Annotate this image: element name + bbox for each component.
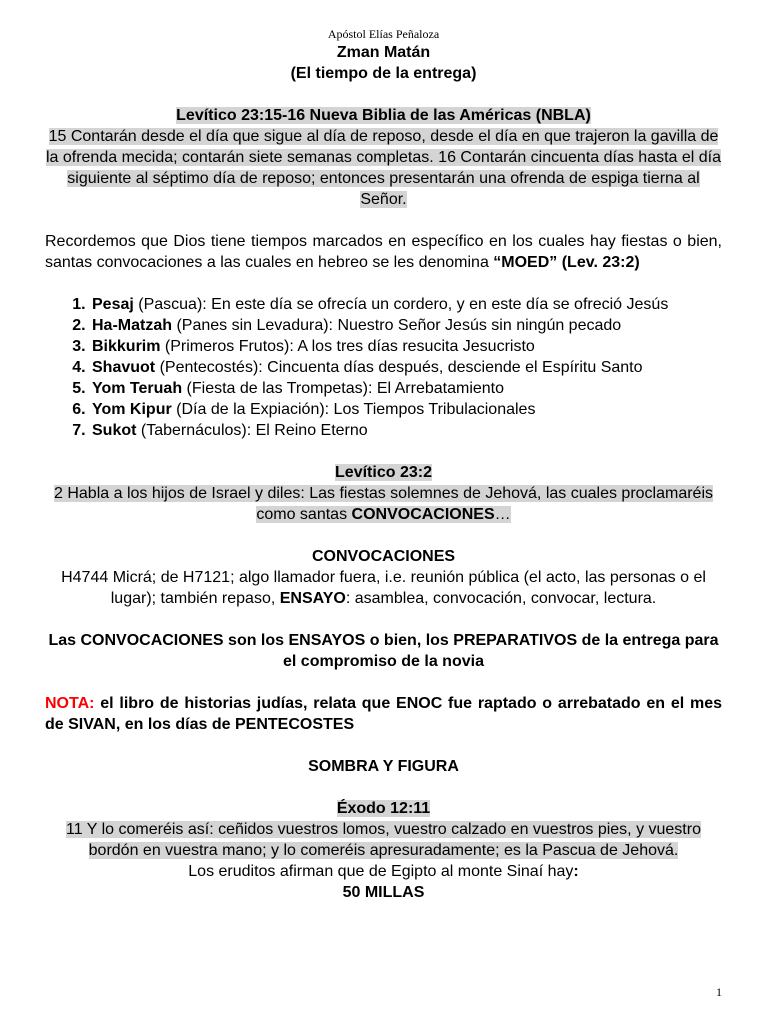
author-line: Apóstol Elías Peñaloza	[327, 27, 440, 41]
scripture-reference: Levítico 23:2	[335, 464, 432, 481]
feast-item	[90, 378, 722, 399]
definition-text: H4744 Micrá; de H7121; algo llamador fuera, i.e. reunión pública (el acto, las personas o el lugar); también repaso,	[61, 569, 706, 607]
scripture-verse: 11 Y lo comeréis así: ceñidos vuestros lomos, vuestro calzado en vuestros pies, y vuestro bordón en vuestra mano; y lo comeréis apresuradamente; es la Pascua de Jehová.	[66, 821, 701, 859]
intro-paragraph	[45, 231, 722, 273]
scripture-verse: 15 Contarán desde el día que sigue al día de reposo, desde el día en que trajeron la gavilla de la ofrenda mecida; contarán siete semanas completas. 16 Contarán cincuenta días hasta el día siguiente al séptimo día de reposo; entonces presentarán una ofrenda de espiga tierna al Señor.	[45, 128, 722, 208]
feast-description: (Pascua): En este día se ofrecía un cordero, y en este día se ofreció Jesús	[133, 296, 669, 313]
scripture-reference: Éxodo 12:11	[336, 800, 431, 817]
verse-emphasis: CONVOCACIONES	[351, 506, 495, 523]
feast-description: (Tabernáculos): El Reino Eterno	[136, 422, 368, 439]
verse-text: 2 Habla a los hijos de Israel y diles: Las fiestas solemnes de Jehová, las cuales proclamaréis como santas	[54, 485, 713, 523]
scholars-line	[45, 861, 722, 882]
scholars-colon: :	[573, 863, 579, 880]
feast-name: Shavuot	[92, 359, 156, 376]
note-paragraph	[45, 693, 722, 735]
feast-name: Yom Teruah	[92, 380, 183, 397]
feast-name: Sukot	[92, 422, 137, 439]
document-subtitle: (El tiempo de la entrega)	[290, 65, 477, 82]
intro-moed: “MOED” (Lev. 23:2)	[493, 254, 640, 271]
convocaciones-section	[45, 546, 722, 609]
feast-name: Yom Kipur	[92, 401, 172, 418]
scholars-text: Los eruditos afirman que de Egipto al monte Sinaí hay	[188, 863, 574, 880]
feast-item	[90, 294, 722, 315]
note-label: NOTA:	[45, 695, 95, 712]
intro-text: Recordemos que Dios tiene tiempos marcados en específico en los cuales hay fiestas o bien, santas convocaciones a las cuales en hebreo se les denomina	[45, 233, 722, 271]
feast-list	[45, 294, 722, 441]
note-text: el libro de historias judías, relata que ENOC fue raptado o arrebatado en el mes de SIVAN, en los días de PENTECOSTES	[45, 695, 722, 733]
distance-value: 50 MILLAS	[342, 884, 425, 901]
scripture-block-leviticus-23-2	[45, 462, 722, 525]
document-page	[45, 26, 722, 903]
feast-description: (Pentecostés): Cincuenta días después, desciende el Espíritu Santo	[155, 359, 643, 376]
feast-item	[90, 399, 722, 420]
feast-item	[90, 420, 722, 441]
document-title: Zman Matán	[336, 44, 431, 61]
feast-item	[90, 336, 722, 357]
feast-description: (Día de la Expiación): Los Tiempos Tribulacionales	[171, 401, 536, 418]
scripture-reference: Levítico 23:15-16 Nueva Biblia de las Américas (NBLA)	[176, 107, 591, 124]
section-heading-sombra: SOMBRA Y FIGURA	[308, 758, 459, 775]
definition-emphasis: ENSAYO	[279, 590, 346, 607]
feast-description: (Primeros Frutos): A los tres días resucita Jesucristo	[160, 338, 535, 355]
convocaciones-heading: CONVOCACIONES	[311, 548, 456, 565]
feast-name: Ha-Matzah	[92, 317, 173, 334]
verse-ellipsis: …	[494, 506, 511, 523]
definition-end: : asamblea, convocación, convocar, lectura.	[345, 590, 657, 607]
convocaciones-definition	[45, 567, 722, 609]
feast-item	[90, 315, 722, 336]
feast-name: Bikkurim	[92, 338, 161, 355]
scripture-verse	[54, 485, 713, 523]
feast-name: Pesaj	[92, 296, 134, 313]
feast-description: (Panes sin Levadura): Nuestro Señor Jesús sin ningún pecado	[172, 317, 622, 334]
feast-description: (Fiesta de las Trompetas): El Arrebatamiento	[182, 380, 505, 397]
page-number: 1	[716, 985, 722, 999]
scripture-block-exodus-12-11	[45, 798, 722, 861]
feast-item	[90, 357, 722, 378]
scripture-block-leviticus-23-15	[45, 105, 722, 210]
convocaciones-statement: Las CONVOCACIONES son los ENSAYOS o bien, los PREPARATIVOS de la entrega para el compromiso de la novia	[48, 632, 719, 670]
